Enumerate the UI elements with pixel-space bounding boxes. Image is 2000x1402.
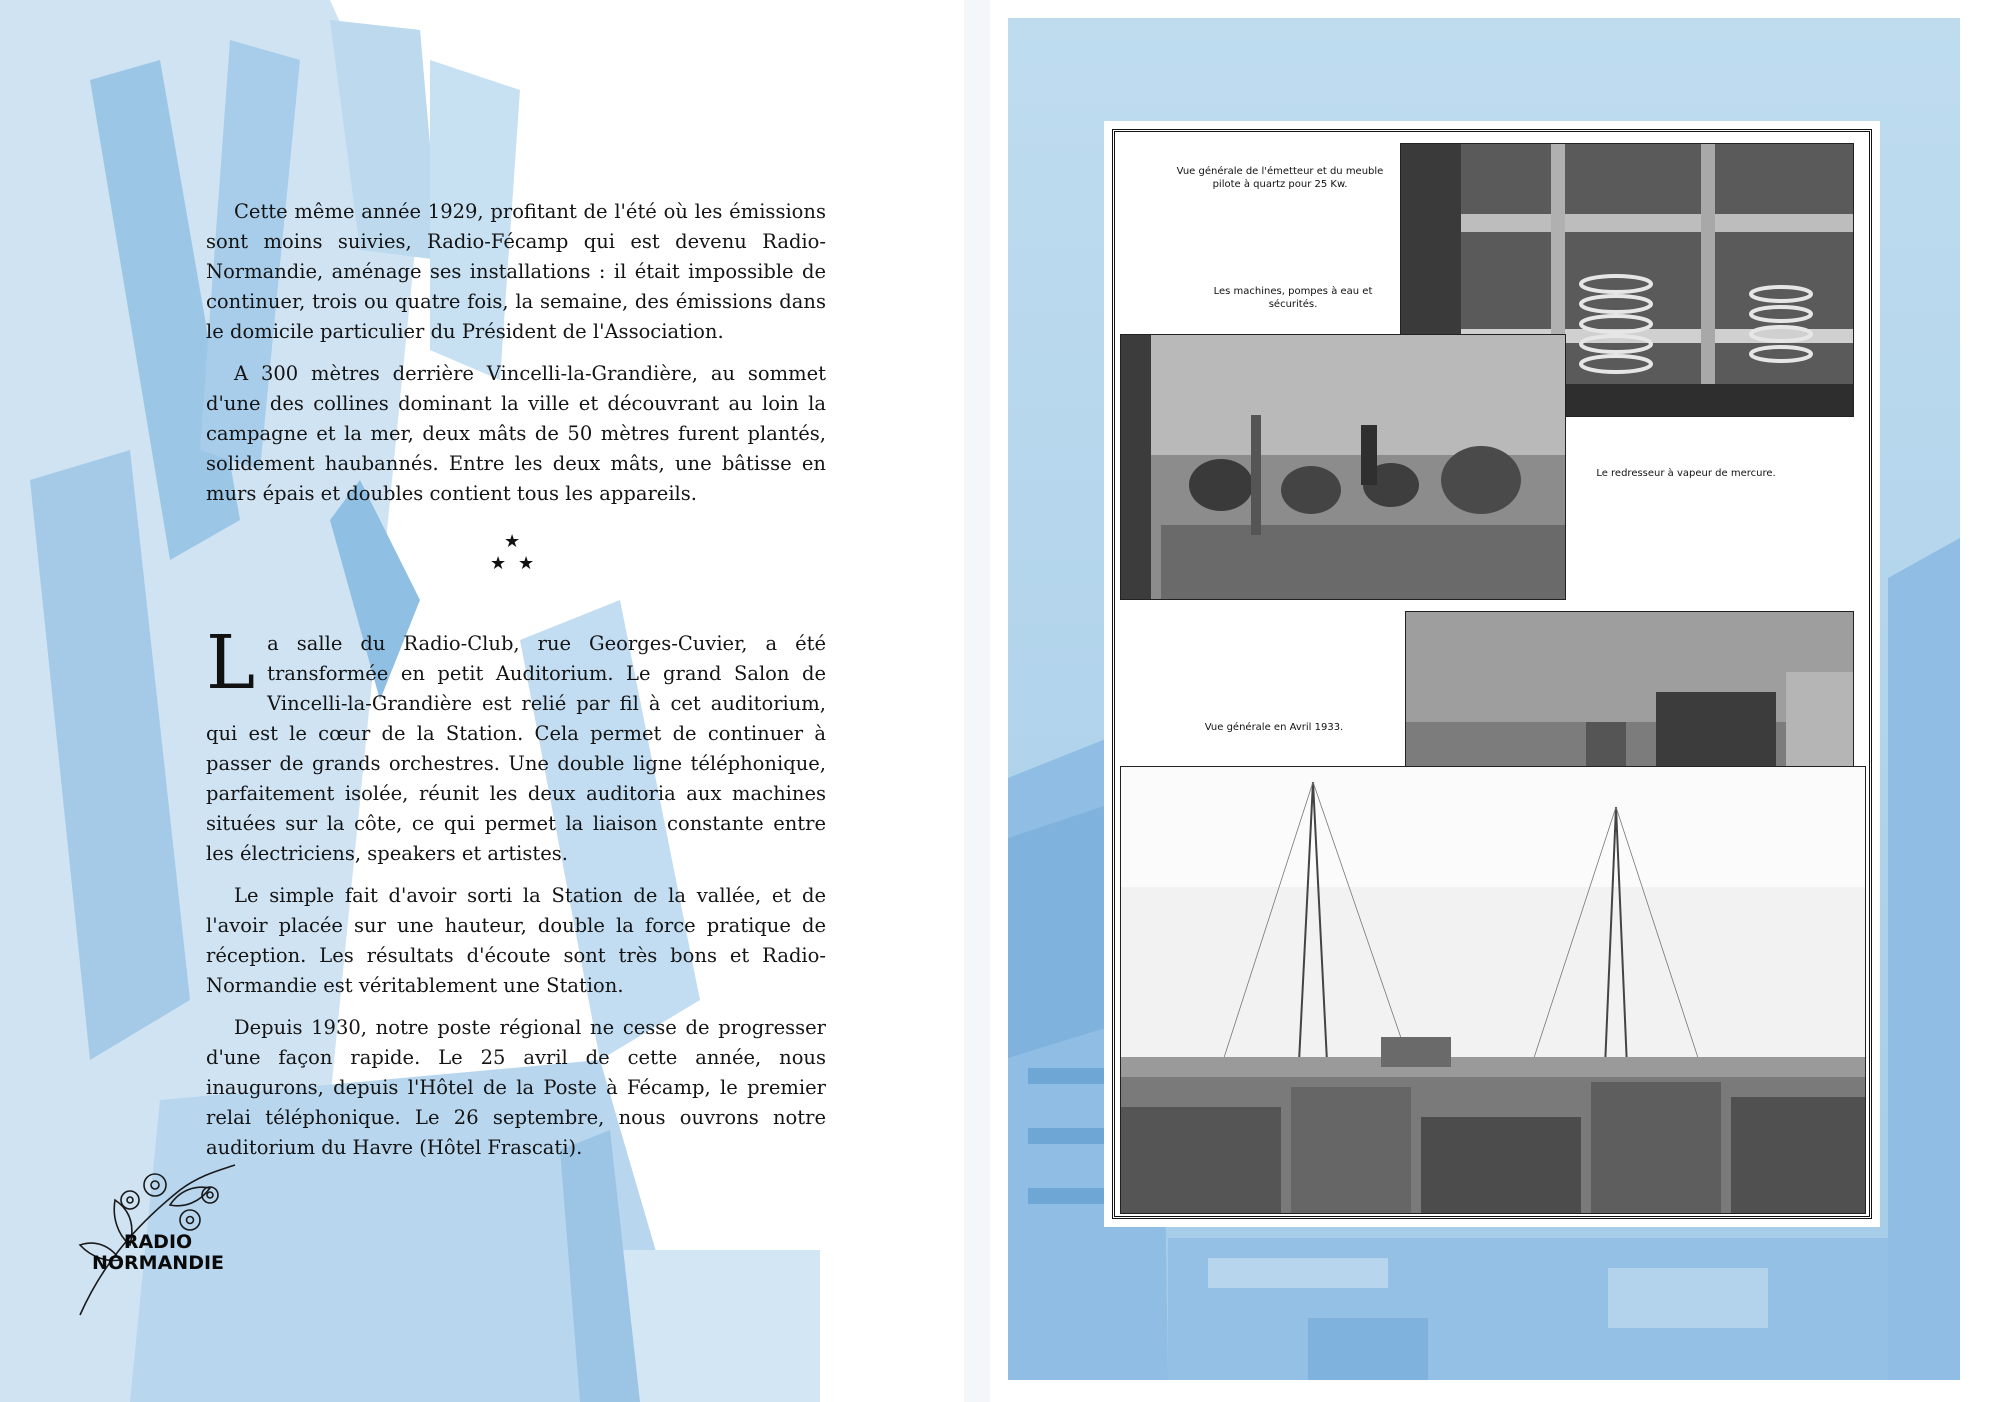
caption-vue-generale: Vue générale en Avril 1933. [1204,722,1344,733]
paragraph-5: Depuis 1930, notre poste régional ne cesse de progresser d'une façon rapide. Le 25 avril de cette année, nous inaugurons, depuis l'Hôtel de la Poste à Fécamp, le premier relai téléphonique. Le 26 septembre, nous ouvrons notre auditorium du Havre (Hôtel Frascati). [206,1016,826,1159]
caption-emetteur: Vue générale de l'émetteur et du meuble pilote à quartz pour 25 Kw. [1176,166,1384,190]
photo-machines [1120,334,1566,600]
drop-cap: L [206,620,256,706]
photo-vue-generale-image [1121,767,1865,1213]
photo-plate [1104,121,1880,1227]
paragraph-1: Cette même année 1929, profitant de l'été où les émissions sont moins suivies, Radio-Fécamp qui est devenu Radio-Normandie, aménage ses installations : il était impossible de continuer, trois ou quatre fois, la semaine, des émissions dans le domicile particulier du Président de l'Association. [206,200,826,343]
logo-line-normandie: NORMANDIE [92,1252,225,1274]
star-ornament [206,531,826,601]
paragraph-2: A 300 mètres derrière Vincelli-la-Grandière, au sommet d'une des collines dominant la ville et découvrant au loin la campagne et la mer, deux mâts de 50 mètres furent plantés, solidement haubannés. Entre les deux mâts, une bâtisse en murs épais et doubles contient tous les appareils. [206,362,826,505]
radio-normandie-logo [92,1232,224,1274]
photo-vue-generale [1120,766,1866,1214]
article-text [206,197,826,1175]
logo-line-radio: RADIO [123,1231,193,1253]
left-page [0,0,990,1402]
right-page [1008,18,1960,1380]
caption-redresseur: Le redresseur à vapeur de mercure. [1596,468,1776,479]
caption-machines: Les machines, pompes à eau et sécurités. [1213,286,1373,310]
photo-machines-image [1121,335,1565,599]
paragraph-3 [206,620,826,869]
star-icon: ★ [490,553,507,574]
star-icon: ★ [504,531,521,552]
paragraph-4: Le simple fait d'avoir sorti la Station de la vallée, et de l'avoir placée sur une hauteur, double la force pratique de réception. Les résultats d'écoute sont très bons et Radio-Normandie est véritablement une Station. [206,884,826,997]
paragraph-3-text: a salle du Radio-Club, rue Georges-Cuvier, a été transformée en petit Auditorium. Le grand Salon de Vincelli-la-Grandière est relié par fil à cet auditorium, qui est le cœur de la Station. Cela permet de continuer à passer de grands orchestres. Une double ligne téléphonique, parfaitement isolée, réunit les deux auditoria aux machines situées sur la côte, ce qui permet la liaison constante entre les électriciens, speakers et artistes. [206,632,826,865]
star-icon: ★ [518,553,535,574]
